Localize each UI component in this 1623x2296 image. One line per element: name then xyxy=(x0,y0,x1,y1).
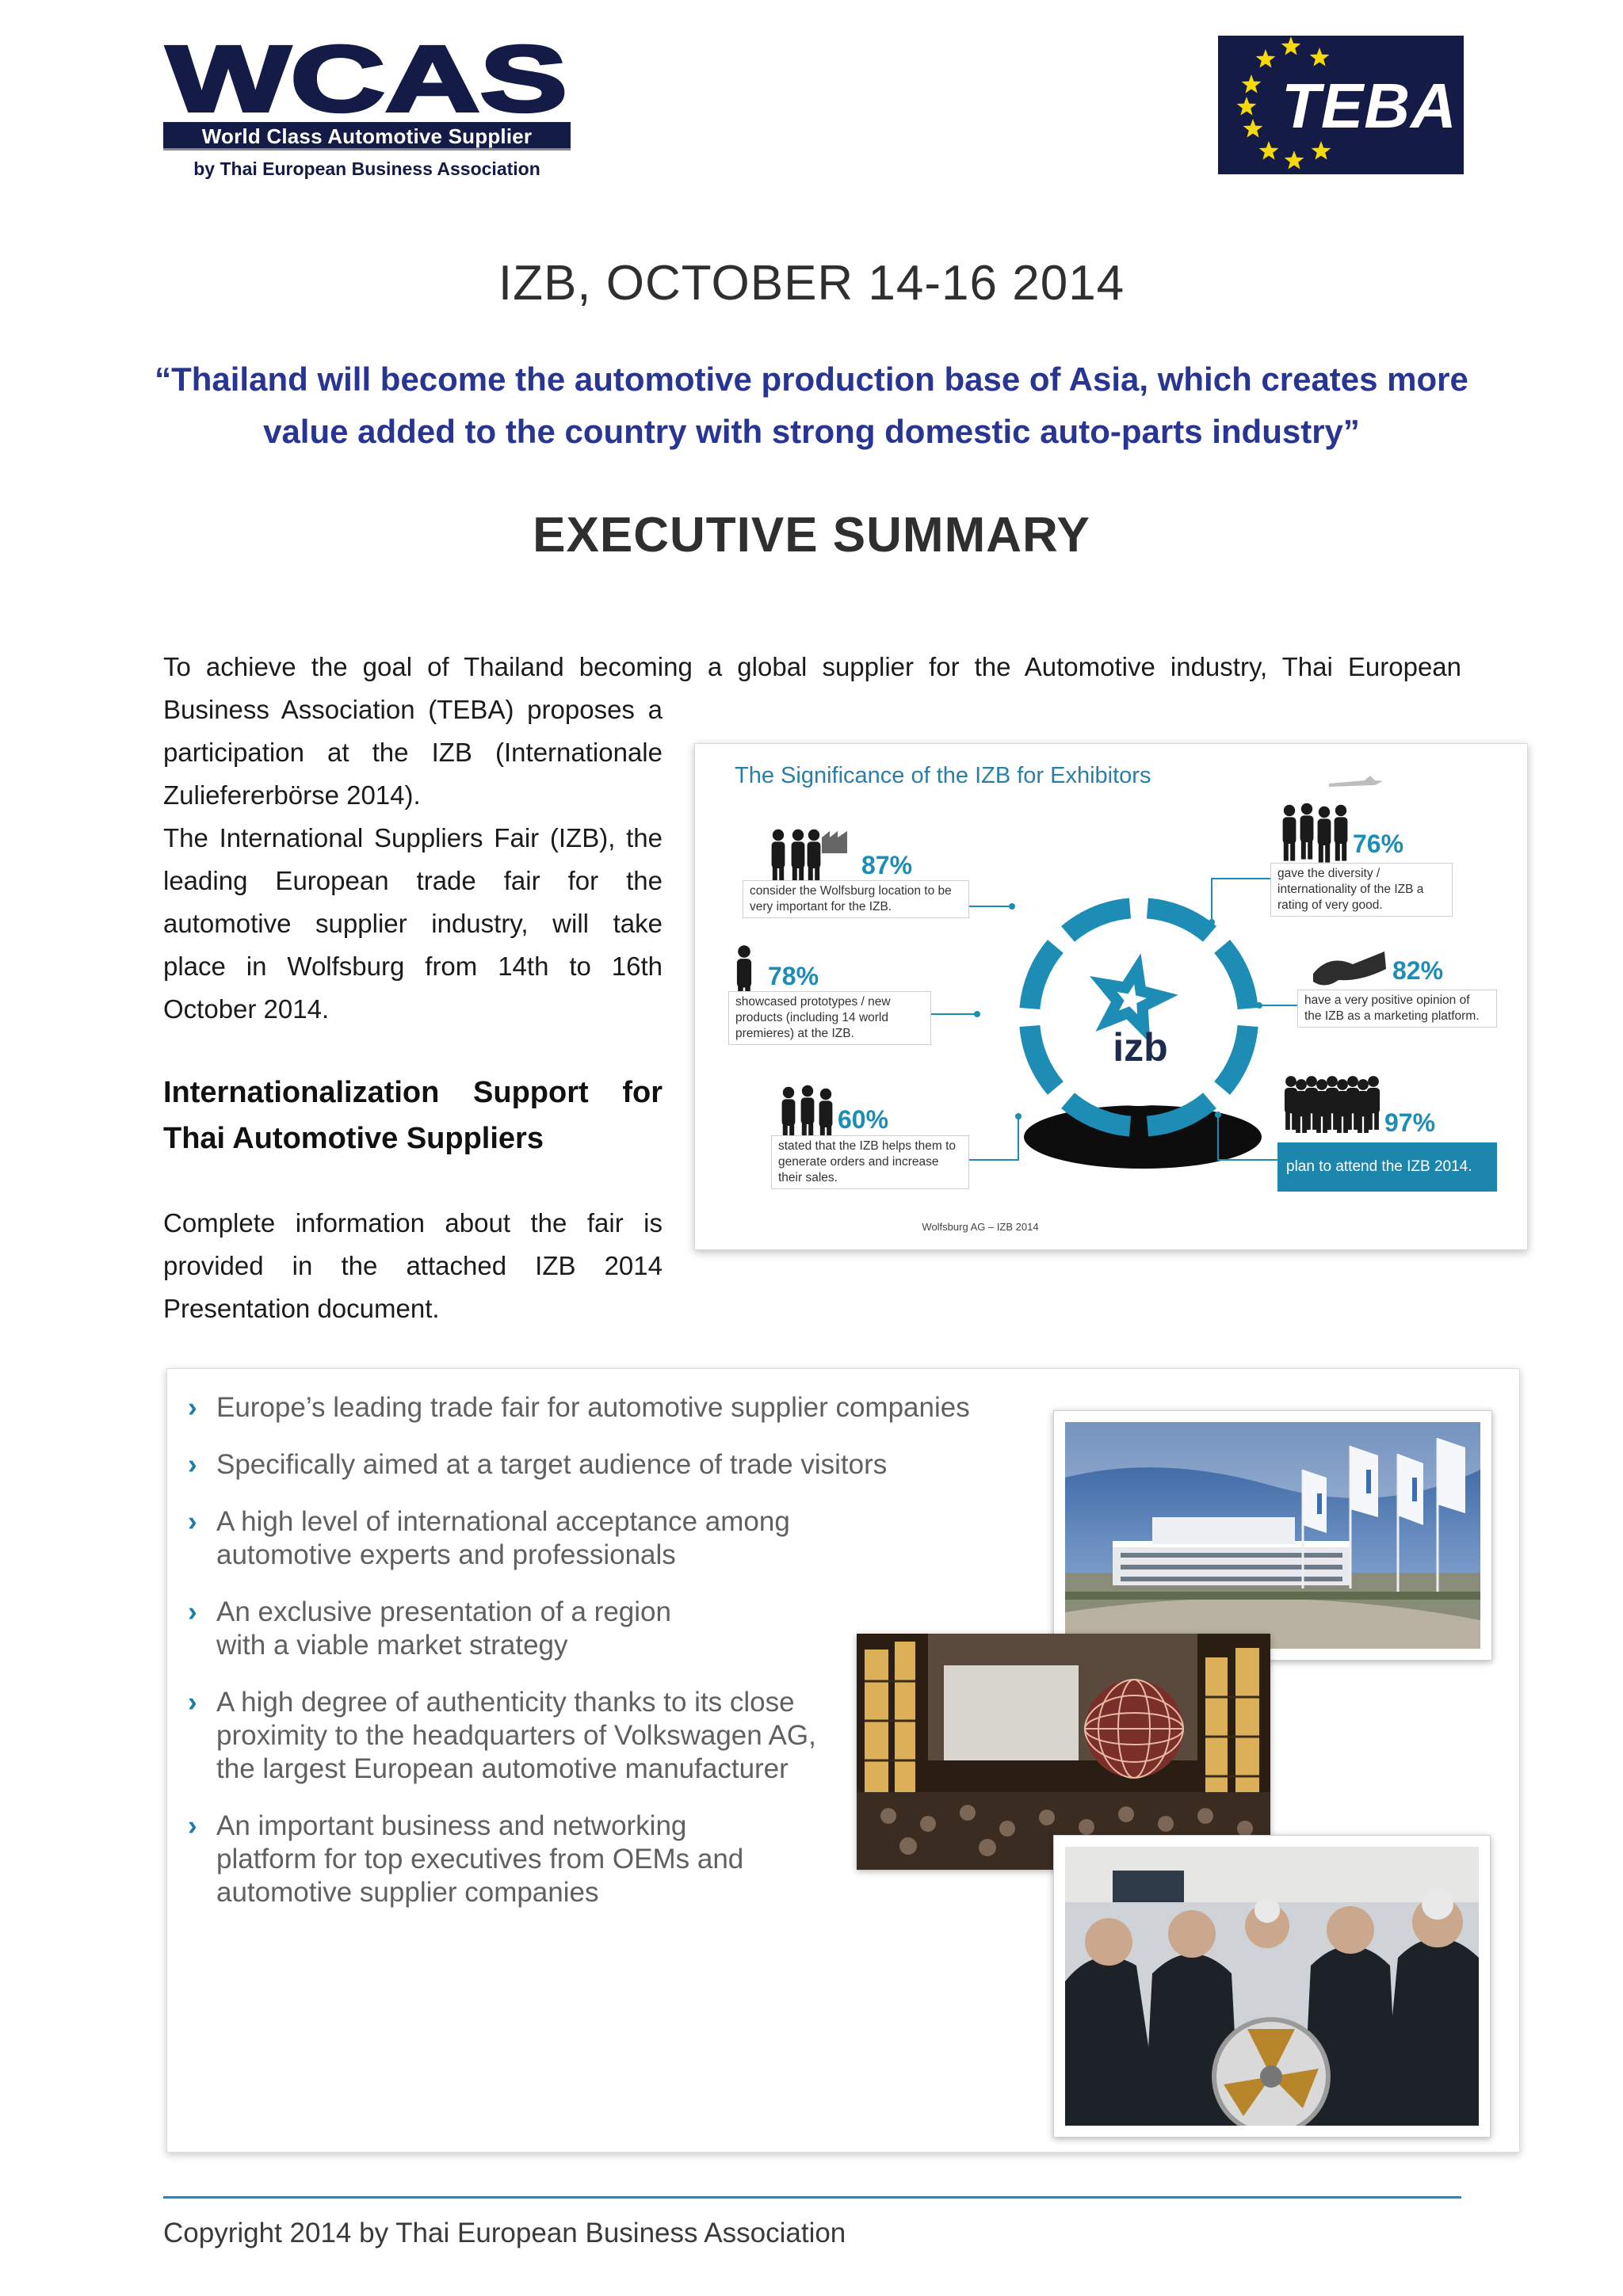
ring-segment xyxy=(1029,1026,1056,1089)
person-head xyxy=(1301,803,1312,814)
person-head xyxy=(1306,1076,1317,1087)
stat-value-82: 82% xyxy=(1392,956,1444,985)
person-body xyxy=(1335,817,1348,844)
infographic-source: Wolfsburg AG – IZB 2014 xyxy=(922,1221,1039,1233)
eu-star-icon xyxy=(1281,36,1301,55)
intro-paragraph: Business Association (TEBA) proposes a participation at the IZB (Internationale Zuliefererbörse 2014). xyxy=(163,695,663,810)
stat-caption-82: have a very positive opinion of the IZB as a marketing platform. xyxy=(1297,990,1497,1028)
person-leg xyxy=(1302,1115,1307,1133)
airplane-icon xyxy=(1329,776,1383,787)
ring-segment xyxy=(1029,947,1056,1009)
chevron-right-icon: › xyxy=(188,1506,197,1537)
page-title: IZB, OCTOBER 14-16 2014 xyxy=(498,256,1125,311)
eu-star-icon xyxy=(1312,141,1331,160)
wcas-wordmark-text: WCAS xyxy=(166,41,567,117)
stat-caption-97: plan to attend the IZB 2014. xyxy=(1277,1142,1497,1192)
intro-paragraph-line: To achieve the goal of Thailand becoming a global supplier for the Automotive industry, Thai European xyxy=(163,652,1461,681)
fair-paragraph: The International Suppliers Fair (IZB), the leading European trade fair for the automotive supplier industry, will take place in Wolfsburg from 14th to 16th October 2014. xyxy=(163,823,663,1024)
person-leg xyxy=(1290,842,1295,861)
person-leg xyxy=(1308,841,1312,860)
person-head xyxy=(808,830,819,841)
person-leg xyxy=(1316,1115,1321,1133)
info-paragraph: Complete information about the fair is provided in the attached IZB 2014 Presentation document. xyxy=(163,1208,663,1323)
person-body xyxy=(1318,818,1331,845)
person-leg xyxy=(1364,1115,1369,1133)
connector-dot xyxy=(974,1011,980,1017)
list-item: › An important business and networking platform for top executives from OEMs and automotive supplier companies xyxy=(188,1810,744,1908)
person-icon xyxy=(1318,807,1331,863)
teba-logo xyxy=(1218,36,1464,174)
person-head xyxy=(1296,1079,1307,1090)
person-body xyxy=(1283,817,1296,844)
handshake-icon xyxy=(1313,952,1386,986)
person-leg xyxy=(1343,1115,1348,1133)
person-head xyxy=(773,830,784,841)
person-head xyxy=(1347,1076,1358,1087)
subheading: Internationalization Support for Thai Automotive Suppliers xyxy=(163,1076,663,1155)
factory-icon xyxy=(822,831,847,853)
ring-segment xyxy=(1148,908,1210,934)
copyright-notice: Copyright 2014 by Thai European Business Association xyxy=(163,2218,846,2248)
connector-line xyxy=(969,1116,1018,1160)
eu-star-icon xyxy=(1243,119,1263,138)
stat-value-60: 60% xyxy=(838,1105,889,1134)
list-item: › A high level of international acceptance among automotive experts and professionals xyxy=(188,1506,790,1570)
ring-segment xyxy=(1222,1026,1248,1089)
chevron-right-icon: › xyxy=(188,1596,197,1627)
connector-dot xyxy=(1015,1113,1022,1119)
person-leg xyxy=(1285,1112,1290,1130)
section-title: EXECUTIVE SUMMARY xyxy=(533,508,1090,563)
person-head xyxy=(1285,1076,1296,1087)
person-leg xyxy=(1319,844,1323,863)
eu-star-icon xyxy=(1310,48,1330,67)
person-body xyxy=(737,959,751,987)
person-leg xyxy=(1327,1112,1331,1130)
person-body xyxy=(1367,1088,1380,1113)
ring-segment xyxy=(1068,908,1131,934)
person-head xyxy=(1358,1079,1369,1090)
person-icon xyxy=(801,1085,815,1142)
infographic-title: The Significance of the IZB for Exhibitors xyxy=(735,763,1151,788)
eu-star-icon xyxy=(1285,151,1304,170)
person-head xyxy=(783,1087,794,1098)
eu-star-icon xyxy=(1237,97,1257,116)
person-icon xyxy=(1335,805,1348,861)
highlights-list xyxy=(185,1391,970,1909)
list-item: › Europe’s leading trade fair for automotive supplier companies xyxy=(188,1392,970,1423)
person-icon xyxy=(782,1087,796,1143)
person-head xyxy=(1335,805,1346,816)
person-leg xyxy=(1347,1112,1352,1130)
stat-caption-78: showcased prototypes / new products (including 14 world premieres) at the IZB. xyxy=(728,991,931,1045)
connector-dot xyxy=(1215,1112,1221,1118)
person-leg xyxy=(1335,842,1340,861)
person-head xyxy=(792,830,804,841)
person-leg xyxy=(1337,1115,1342,1133)
person-head xyxy=(738,945,750,958)
person-leg xyxy=(1306,1112,1311,1130)
person-body xyxy=(782,1099,796,1126)
person-head xyxy=(1284,805,1295,816)
eu-star-icon xyxy=(1256,49,1276,68)
list-item: › An exclusive presentation of a region with a viable market strategy xyxy=(188,1596,671,1661)
person-icon xyxy=(1283,805,1296,861)
stat-value-97: 97% xyxy=(1384,1108,1436,1137)
connector-dot xyxy=(1009,903,1015,910)
person-head xyxy=(1319,807,1330,818)
izb-logo-text: izb xyxy=(1113,1025,1168,1070)
person-icon xyxy=(772,830,785,886)
chevron-right-icon: › xyxy=(188,1449,197,1480)
person-leg xyxy=(1301,841,1306,860)
chevron-right-icon: › xyxy=(188,1810,197,1841)
person-body xyxy=(808,841,821,868)
person-leg xyxy=(1368,1112,1373,1130)
person-leg xyxy=(1323,1115,1327,1133)
ring-segment xyxy=(1222,947,1248,1009)
stat-caption-60: stated that the IZB helps them to generate orders and increase their sales. xyxy=(771,1135,969,1189)
izb-infographic xyxy=(694,743,1528,1250)
person-icon xyxy=(808,830,821,886)
connector-dot xyxy=(1256,1002,1262,1009)
person-body xyxy=(792,841,805,868)
headline-quote: “Thailand will become the automotive production base of Asia, which creates more value added to the country with strong domestic auto-parts industry” xyxy=(155,360,1468,450)
connector-line xyxy=(1212,879,1270,922)
izb-highlights-panel xyxy=(166,1368,1520,2153)
person-icon xyxy=(1300,803,1314,860)
eu-star-icon xyxy=(1259,141,1279,160)
person-leg xyxy=(1358,1115,1362,1133)
person-leg xyxy=(1284,842,1289,861)
person-head xyxy=(802,1085,813,1097)
wcas-logo xyxy=(163,41,571,177)
stat-caption-76: gave the diversity / internationality of the IZB a rating of very good. xyxy=(1270,863,1453,917)
wcas-tagline: World Class Automotive Supplier xyxy=(163,122,571,151)
person-body xyxy=(772,841,785,868)
wcas-wordmark xyxy=(163,41,571,117)
person-leg xyxy=(1342,842,1346,861)
executives-photo xyxy=(1053,1835,1491,2138)
teba-wordmark: TEBA xyxy=(1281,71,1457,141)
person-body xyxy=(801,1097,815,1124)
exhibition-building-photo xyxy=(1053,1410,1492,1661)
stat-value-76: 76% xyxy=(1353,830,1404,858)
chevron-right-icon: › xyxy=(188,1392,197,1423)
stat-value-78: 78% xyxy=(768,962,819,990)
person-body xyxy=(1300,815,1314,842)
stat-value-87: 87% xyxy=(861,851,913,879)
person-head xyxy=(1316,1079,1327,1090)
person-leg xyxy=(1374,1112,1379,1130)
person-head xyxy=(1368,1076,1379,1087)
person-head xyxy=(820,1089,831,1100)
chevron-right-icon: › xyxy=(188,1687,197,1718)
person-icon xyxy=(792,830,805,886)
person-leg xyxy=(1325,844,1330,863)
person-head xyxy=(1337,1079,1348,1090)
list-item: › A high degree of authenticity thanks to its close proximity to the headquarters of Volkswagen AG, the largest European automotive manufacturer xyxy=(188,1687,816,1784)
intro-column xyxy=(163,688,663,1031)
wcas-byline: by Thai European Business Association xyxy=(193,158,540,179)
eu-star-icon xyxy=(1242,74,1262,93)
person-leg xyxy=(1296,1115,1300,1133)
footer-divider xyxy=(163,2196,1461,2199)
stat-caption-87: consider the Wolfsburg location to be very important for the IZB. xyxy=(743,880,969,918)
person-head xyxy=(1327,1076,1338,1087)
person-body xyxy=(819,1100,833,1127)
person-icon xyxy=(1367,1076,1380,1130)
connector-dot xyxy=(1209,919,1215,925)
list-item: › Specifically aimed at a target audience of trade visitors xyxy=(188,1449,888,1480)
